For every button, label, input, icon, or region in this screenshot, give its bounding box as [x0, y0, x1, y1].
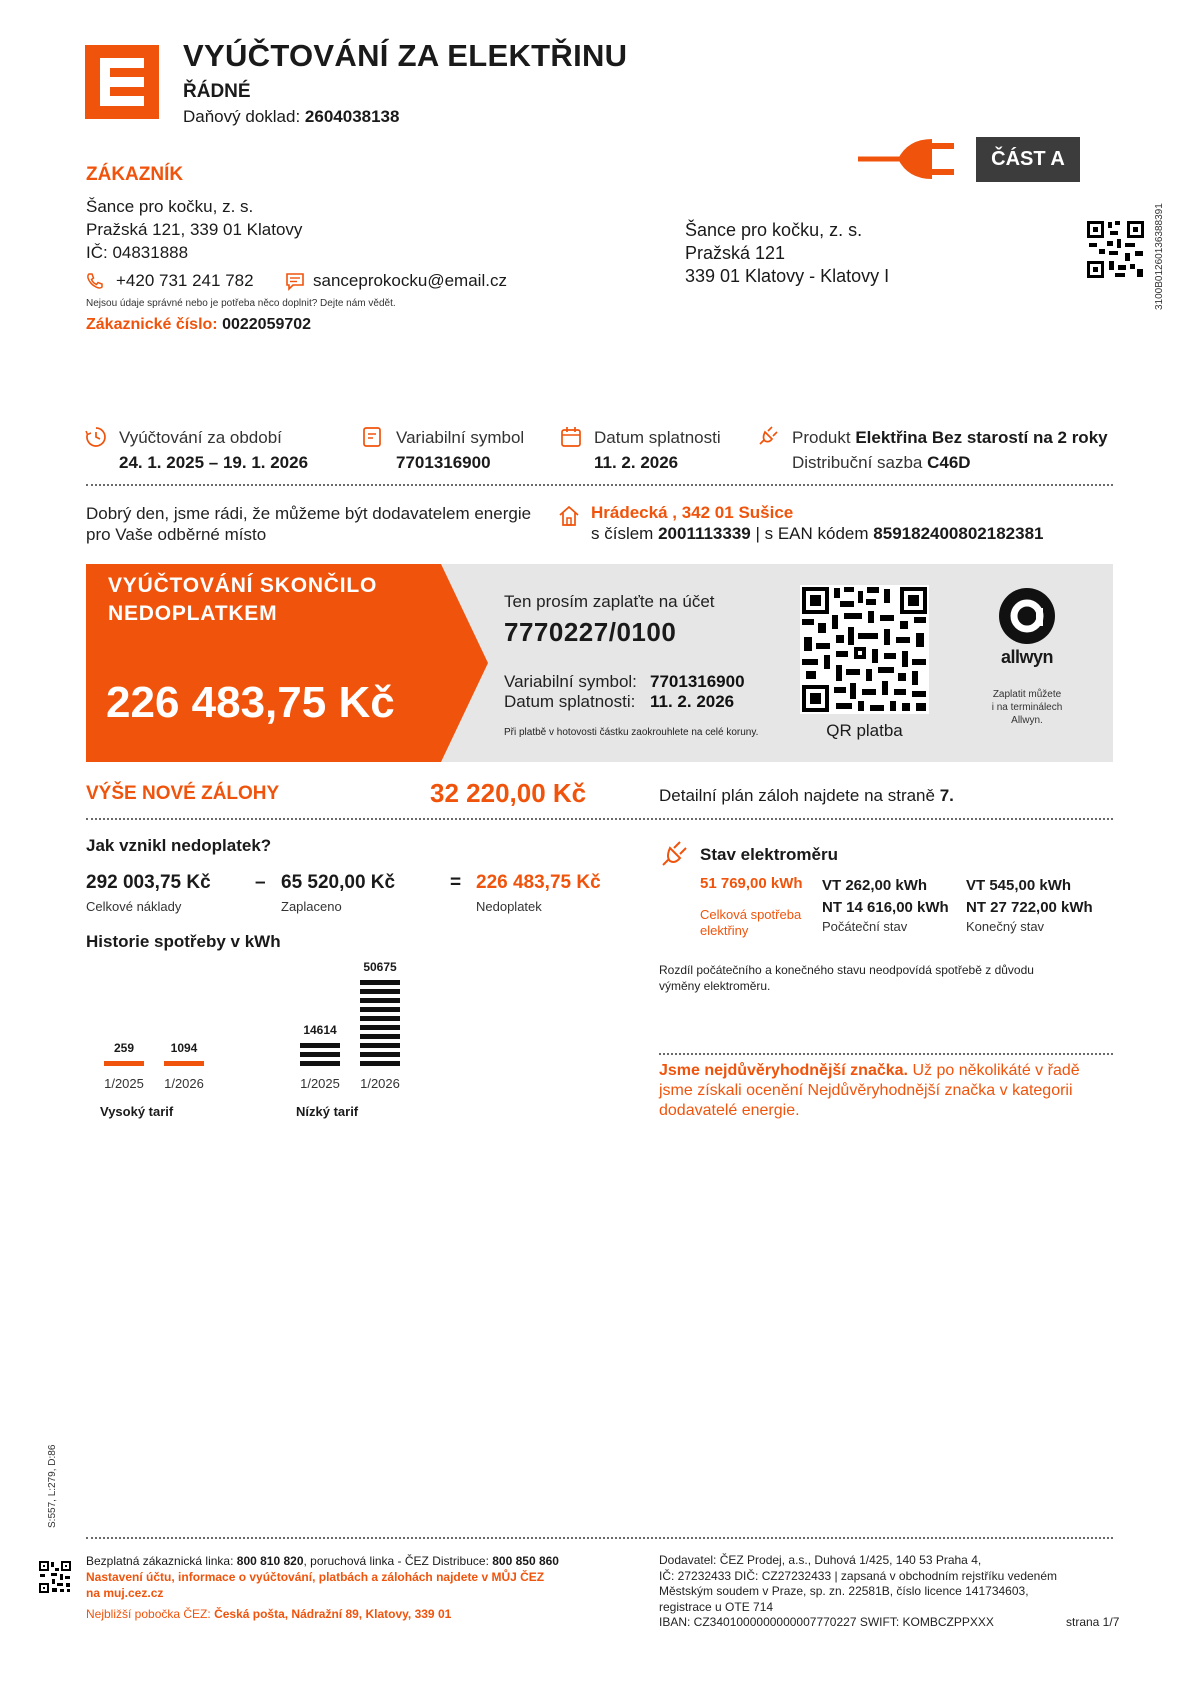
divider: [659, 1053, 1113, 1055]
end-nt: NT 27 722,00 kWh: [966, 899, 1093, 916]
document-icon: [362, 426, 382, 448]
cash-note: Při platbě v hotovosti částku zaokrouhlete na celé koruny.: [504, 727, 759, 738]
home-icon: [557, 504, 581, 528]
customer-note: Nejsou údaje správné nebo je potřeba něco doplnit? Dejte nám vědět.: [86, 298, 396, 309]
advance-plan-page: 7.: [939, 786, 954, 805]
tax-document: [183, 107, 399, 127]
chart-bar-segment: [300, 1052, 340, 1057]
divider: [86, 484, 1113, 486]
brand-claim-line-3: dodavatelé energie.: [659, 1102, 800, 1119]
end-state: [966, 875, 1093, 919]
customer-number-label: Zákaznické číslo:: [86, 316, 218, 333]
meter-note-line-2: výměny elektroměru.: [659, 979, 771, 993]
paid-amount: 65 520,00 Kč: [281, 872, 396, 893]
chart-data-label: 50675: [363, 960, 397, 974]
minus-sign: –: [255, 872, 266, 893]
chart-title: Historie spotřeby v kWh: [86, 932, 281, 951]
mailing-address: [685, 219, 889, 288]
advance-amount: 32 220,00 Kč: [430, 778, 587, 808]
consumption-chart: [80, 950, 440, 1130]
mailing-line-1: Šance pro kočku, z. s.: [685, 220, 863, 240]
payment-due-value: 11. 2. 2026: [650, 692, 735, 711]
branch-address: Česká pošta, Nádražní 89, Klatovy, 339 01: [214, 1607, 452, 1621]
document-title: VYÚČTOVÁNÍ ZA ELEKTŘINU: [183, 38, 628, 73]
vertical-code: 3100B01260136388391: [1154, 203, 1165, 310]
document-subtitle: ŘÁDNÉ: [183, 81, 251, 102]
place-number-label: s číslem: [591, 524, 654, 543]
customer-phone[interactable]: +420 731 241 782: [116, 271, 254, 290]
result-title: [108, 572, 377, 628]
chart-bar-segment: [360, 1016, 400, 1021]
page-number: strana 1/7: [1066, 1615, 1120, 1629]
account-settings-line-1: Nastavení účtu, informace o vyúčtování, platbách a zálohách najdete v MŮJ ČEZ: [86, 1570, 545, 1584]
phone-icon: [86, 272, 104, 290]
chart-tick-label: 1/2026: [164, 1076, 204, 1091]
supplier-line-4: registrace u OTE 714: [659, 1599, 774, 1614]
supplier-line-2: IČ: 27232433 DIČ: CZ27232433 | zapsaná v obchodním rejstříku vedeném: [659, 1568, 1058, 1583]
mailing-line-3: 339 01 Klatovy - Klatovy I: [685, 266, 890, 286]
brand-claim-line-1: Už po několikáté v řadě: [908, 1062, 1080, 1079]
allwyn-brand: allwyn: [1000, 647, 1054, 667]
chart-bar-segment: [360, 1025, 400, 1030]
meter-heading: Stav elektroměru: [700, 845, 838, 864]
consumption-label-line-2: elektřiny: [700, 923, 749, 938]
vs-value: 7701316900: [396, 453, 491, 472]
equals-sign: =: [450, 872, 462, 893]
footer-qr-code: [38, 1560, 72, 1594]
allwyn-note-line-3: Allwyn.: [1011, 715, 1043, 726]
total-costs-label: Celkové náklady: [86, 899, 182, 914]
customer-name: Šance pro kočku, z. s.: [86, 197, 254, 216]
chart-data-label: 259: [113, 1041, 135, 1055]
meter-note-line-1: Rozdíl počátečního a konečného stavu neodpovídá spotřebě z důvodu: [659, 963, 1034, 977]
qr-payment-label: QR platba: [826, 721, 903, 740]
message-icon: [285, 272, 305, 291]
chart-bar-segment: [360, 1043, 400, 1048]
end-state-label: Konečný stav: [966, 919, 1045, 934]
result-amount: 226 483,75 Kč: [476, 872, 601, 893]
chart-bar-segment: [360, 1061, 400, 1066]
customer-email[interactable]: sanceprokocku@email.cz: [313, 271, 507, 290]
chart-tick-label: 1/2025: [104, 1076, 144, 1091]
product-value: Elektřina Bez starostí na 2 roky: [855, 428, 1108, 447]
customer-heading: ZÁKAZNÍK: [86, 164, 184, 185]
customer-ic: IČ: 04831888: [86, 243, 189, 262]
side-code: S:557, L:279, D:86: [47, 1444, 58, 1528]
start-vt: VT 262,00 kWh: [822, 877, 928, 894]
greeting-line-1: Dobrý den, jsme rádi, že můžeme být dodavatelem energie: [86, 504, 532, 523]
meter-note: [659, 962, 1034, 994]
result-line-2: NEDOPLATKEM: [108, 602, 278, 625]
footer-contacts: [86, 1553, 646, 1601]
due-label: Datum splatnosti: [594, 428, 721, 447]
chart-bar-segment: [300, 1061, 340, 1066]
chart-bar-segment: [164, 1061, 204, 1066]
customer-info: [86, 195, 302, 264]
ean-code: 859182400802182381: [873, 524, 1044, 543]
underpayment-heading: Jak vznikl nedoplatek?: [86, 836, 272, 855]
brand-claim-line-2: jsme získali ocenění Nejdůvěryhodnější značka v kategorii: [659, 1082, 1073, 1099]
period-value: 24. 1. 2025 – 19. 1. 2026: [119, 453, 309, 472]
cez-logo: [85, 45, 159, 119]
due-value: 11. 2. 2026: [594, 453, 679, 472]
hotline-label: Bezplatná zákaznická linka:: [86, 1554, 234, 1568]
consumption-label-line-1: Celková spotřeba: [700, 907, 802, 922]
plug-icon: [858, 133, 960, 185]
allwyn-note-line-1: Zaplatit můžete: [992, 689, 1062, 700]
tax-document-label: Daňový doklad:: [183, 107, 301, 126]
supplier-line-1: Dodavatel: ČEZ Prodej, a.s., Duhová 1/425, 140 53 Praha 4,: [659, 1553, 982, 1567]
result-line-1: VYÚČTOVÁNÍ SKONČILO: [108, 574, 378, 597]
chart-group-label: Vysoký tarif: [100, 1104, 174, 1119]
calendar-icon: [560, 426, 582, 448]
clock-icon: [85, 426, 107, 448]
fault-line-label: , poruchová linka - ČEZ Distribuce:: [303, 1554, 489, 1568]
start-state: [822, 875, 949, 919]
allwyn-note: [967, 688, 1087, 727]
chart-tick-label: 1/2026: [360, 1076, 400, 1091]
product-label: Produkt: [792, 428, 851, 447]
result-label: Nedoplatek: [476, 899, 542, 914]
supplier-line-3: Městským soudem v Praze, sp. zn. 22581B, číslo licence 141734603,: [659, 1584, 1029, 1598]
account-number[interactable]: 7770227/0100: [504, 617, 677, 647]
supplier-info: [659, 1553, 1113, 1631]
ean-label: | s EAN kódem: [755, 524, 869, 543]
rate-value: C46D: [927, 453, 971, 472]
tax-document-number: 2604038138: [304, 107, 400, 126]
chart-bar-segment: [360, 1052, 400, 1057]
payment-qr-code[interactable]: [800, 585, 929, 714]
chart-tick-label: 1/2025: [300, 1076, 340, 1091]
payment-due-label: Datum splatnosti:: [504, 692, 636, 711]
chart-bar-segment: [104, 1061, 144, 1066]
advance-plan: [659, 786, 954, 806]
advance-plan-text: Detailní plán záloh najdete na straně: [659, 786, 935, 805]
advance-label: VÝŠE NOVÉ ZÁLOHY: [86, 783, 280, 804]
branch-label: Nejbližší pobočka ČEZ:: [86, 1607, 211, 1621]
greeting: [86, 503, 531, 545]
mailing-line-2: Pražská 121: [685, 243, 786, 263]
chart-bar-segment: [300, 1043, 340, 1048]
account-settings-link[interactable]: na muj.cez.cz: [86, 1586, 164, 1600]
fault-line-number[interactable]: 800 850 860: [492, 1554, 559, 1568]
total-costs: 292 003,75 Kč: [86, 872, 211, 893]
vs-label: Variabilní symbol: [396, 428, 525, 447]
period-label: Vyúčtování za období: [119, 428, 282, 447]
brand-claim-bold: Jsme nejdůvěryhodnější značka.: [659, 1062, 908, 1079]
payment-vs-value: 7701316900: [650, 672, 745, 691]
underpayment-amount: 226 483,75 Kč: [106, 678, 395, 727]
part-badge: ČÁST A: [976, 137, 1080, 182]
greeting-line-2: pro Vaše odběrné místo: [86, 525, 267, 544]
chart-bar-segment: [360, 980, 400, 985]
place-number: 2001113339: [658, 524, 751, 543]
total-consumption-label: [700, 907, 801, 939]
payment-vs-label: Variabilní symbol:: [504, 672, 637, 691]
allwyn-logo-icon: [997, 586, 1057, 646]
chart-bar-segment: [360, 1034, 400, 1039]
start-state-label: Počáteční stav: [822, 919, 908, 934]
chart-data-label: 14614: [303, 1023, 337, 1037]
supplier-iban: IBAN: CZ3401000000000007770227 SWIFT: KOMBCZPPXXX: [659, 1615, 994, 1629]
rate: [792, 453, 971, 473]
payment-details: [504, 672, 745, 712]
product: [792, 428, 1108, 448]
chart-bar-segment: [360, 1007, 400, 1012]
chart-group-label: Nízký tarif: [296, 1104, 359, 1119]
place-address: Hrádecká , 342 01 Sušice: [591, 503, 794, 522]
nearest-branch: [86, 1607, 451, 1621]
customer-address: Pražská 121, 339 01 Klatovy: [86, 220, 303, 239]
plug-small-icon: [756, 424, 780, 448]
rate-label: Distribuční sazba: [792, 453, 923, 472]
account-label: Ten prosím zaplaťte na účet: [504, 592, 715, 611]
address-qr-code: [1085, 219, 1146, 280]
brand-claim: [659, 1061, 1129, 1121]
electricity-meter-icon: [659, 839, 689, 869]
allwyn-note-line-2: i na terminálech: [991, 702, 1063, 713]
place-identifiers: [591, 524, 1043, 544]
hotline-number[interactable]: 800 810 820: [236, 1554, 304, 1568]
chart-data-label: 1094: [170, 1041, 198, 1055]
total-consumption: 51 769,00 kWh: [700, 875, 803, 892]
divider: [86, 818, 1113, 820]
start-nt: NT 14 616,00 kWh: [822, 899, 949, 916]
chart-bar-segment: [360, 998, 400, 1003]
customer-number-value: 0022059702: [222, 316, 312, 333]
customer-number: [86, 316, 311, 334]
divider: [86, 1537, 1113, 1539]
chart-bar-segment: [360, 989, 400, 994]
paid-label: Zaplaceno: [281, 899, 342, 914]
end-vt: VT 545,00 kWh: [966, 877, 1072, 894]
